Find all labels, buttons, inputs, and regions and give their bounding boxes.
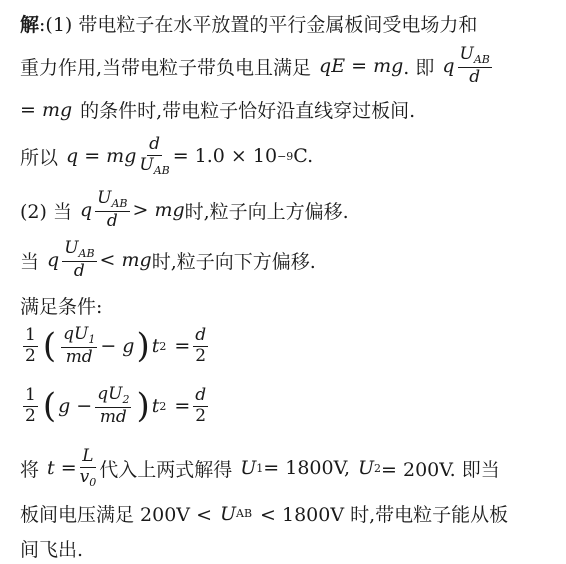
charge-symbol: q bbox=[79, 199, 93, 222]
equals-mg: = mg bbox=[20, 98, 73, 121]
line-10 bbox=[20, 448, 500, 488]
line-12 bbox=[20, 535, 83, 562]
line-2-connector: . 即 bbox=[403, 56, 435, 79]
line-3-text: 的条件时,带电粒子恰好沿直线穿过板间. bbox=[80, 100, 416, 122]
u1-value: = 1800V, bbox=[263, 457, 351, 480]
charge-exponent: −9 bbox=[277, 149, 294, 163]
fraction-l-over-v0: $\frac{L}{v_0}$ bbox=[79, 446, 97, 489]
line-12-text: 间飞出. bbox=[20, 539, 84, 561]
less-than-mg: < mg bbox=[99, 249, 152, 272]
line-6-text: 时,粒子向下方偏移. bbox=[151, 250, 316, 273]
g-minus: g − bbox=[58, 395, 93, 418]
line-4 bbox=[20, 136, 313, 176]
equals-sign: = bbox=[174, 335, 191, 358]
line-4-prefix: 所以 bbox=[20, 146, 59, 169]
fraction-qu2-over-md: $\frac{qU_2}{md}$ bbox=[97, 384, 130, 427]
right-paren: ) bbox=[136, 386, 150, 427]
minus-g: − g bbox=[100, 335, 135, 358]
answer-label: 解 bbox=[20, 14, 40, 36]
fraction-uab-over-d: $\frac{U_{AB}}{d}$ bbox=[97, 188, 128, 231]
line-11-text: 板间电压满足 200V < bbox=[20, 504, 212, 526]
equation-1 bbox=[20, 326, 211, 366]
uab-subscript: AB bbox=[236, 507, 253, 520]
time-symbol: t bbox=[151, 335, 160, 358]
line-11 bbox=[20, 500, 508, 527]
voltage-u2: U bbox=[358, 457, 375, 480]
fraction-d-over-uab: $\frac{d}{U_{AB}}$ bbox=[139, 134, 170, 177]
fraction-d-over-2: $\frac{d}{2}$ bbox=[195, 384, 207, 426]
line-1 bbox=[20, 10, 477, 37]
line-5 bbox=[20, 190, 349, 230]
condition-heading: 满足条件: bbox=[20, 296, 103, 318]
line-5-text: 时,粒子向上方偏移. bbox=[184, 200, 349, 223]
line-2 bbox=[20, 46, 495, 86]
voltage-u1: U bbox=[240, 457, 257, 480]
greater-than-mg: > mg bbox=[132, 199, 185, 222]
line-10-text: 代入上两式解得 bbox=[99, 458, 233, 481]
fraction-qu1-over-md: $\frac{qU_1}{md}$ bbox=[63, 324, 96, 367]
q-equals-mg: q = mg bbox=[66, 145, 137, 168]
charge-symbol: q bbox=[442, 55, 455, 78]
fraction-d-over-2: $\frac{d}{2}$ bbox=[195, 324, 207, 366]
left-paren: ( bbox=[42, 386, 57, 427]
equals-sign: = bbox=[174, 395, 191, 418]
charge-unit: C. bbox=[293, 145, 314, 168]
left-paren: ( bbox=[42, 326, 57, 367]
voltage-uab: U bbox=[220, 502, 237, 525]
u1-subscript: 1 bbox=[256, 461, 264, 475]
charge-symbol: q bbox=[47, 249, 60, 272]
half-fraction: $\frac{1}{2}$ bbox=[25, 324, 36, 366]
line-10-prefix: 将 bbox=[20, 458, 40, 481]
fraction-uab-over-d: $\frac{U_{AB}}{d}$ bbox=[459, 44, 490, 87]
t-equals: t = bbox=[47, 457, 77, 480]
right-paren: ) bbox=[136, 326, 150, 367]
u2-subscript: 2 bbox=[374, 461, 382, 475]
fraction-uab-over-d: $\frac{U_{AB}}{d}$ bbox=[64, 238, 95, 281]
time-exponent: 2 bbox=[159, 339, 167, 353]
line-3 bbox=[20, 96, 415, 123]
half-fraction: $\frac{1}{2}$ bbox=[25, 384, 36, 426]
equation-2 bbox=[20, 386, 211, 426]
charge-value: = 1.0 × 10 bbox=[172, 145, 278, 168]
u2-value: = 200V. 即当 bbox=[381, 458, 500, 481]
line-11-tail: < 1800V 时,带电粒子能从板 bbox=[260, 504, 509, 526]
time-symbol: t bbox=[151, 395, 160, 418]
line-7 bbox=[20, 292, 102, 319]
line-6 bbox=[20, 240, 316, 280]
line-2-text: 重力作用,当带电粒子带负电且满足 bbox=[20, 56, 312, 79]
line-1-text: :(1) 带电粒子在水平放置的平行金属板间受电场力和 bbox=[39, 14, 478, 36]
time-exponent: 2 bbox=[159, 399, 167, 413]
equation-qe-mg: qE = mg bbox=[319, 55, 404, 78]
case-2-prefix: (2) 当 bbox=[20, 200, 72, 223]
line-6-prefix: 当 bbox=[20, 250, 40, 273]
